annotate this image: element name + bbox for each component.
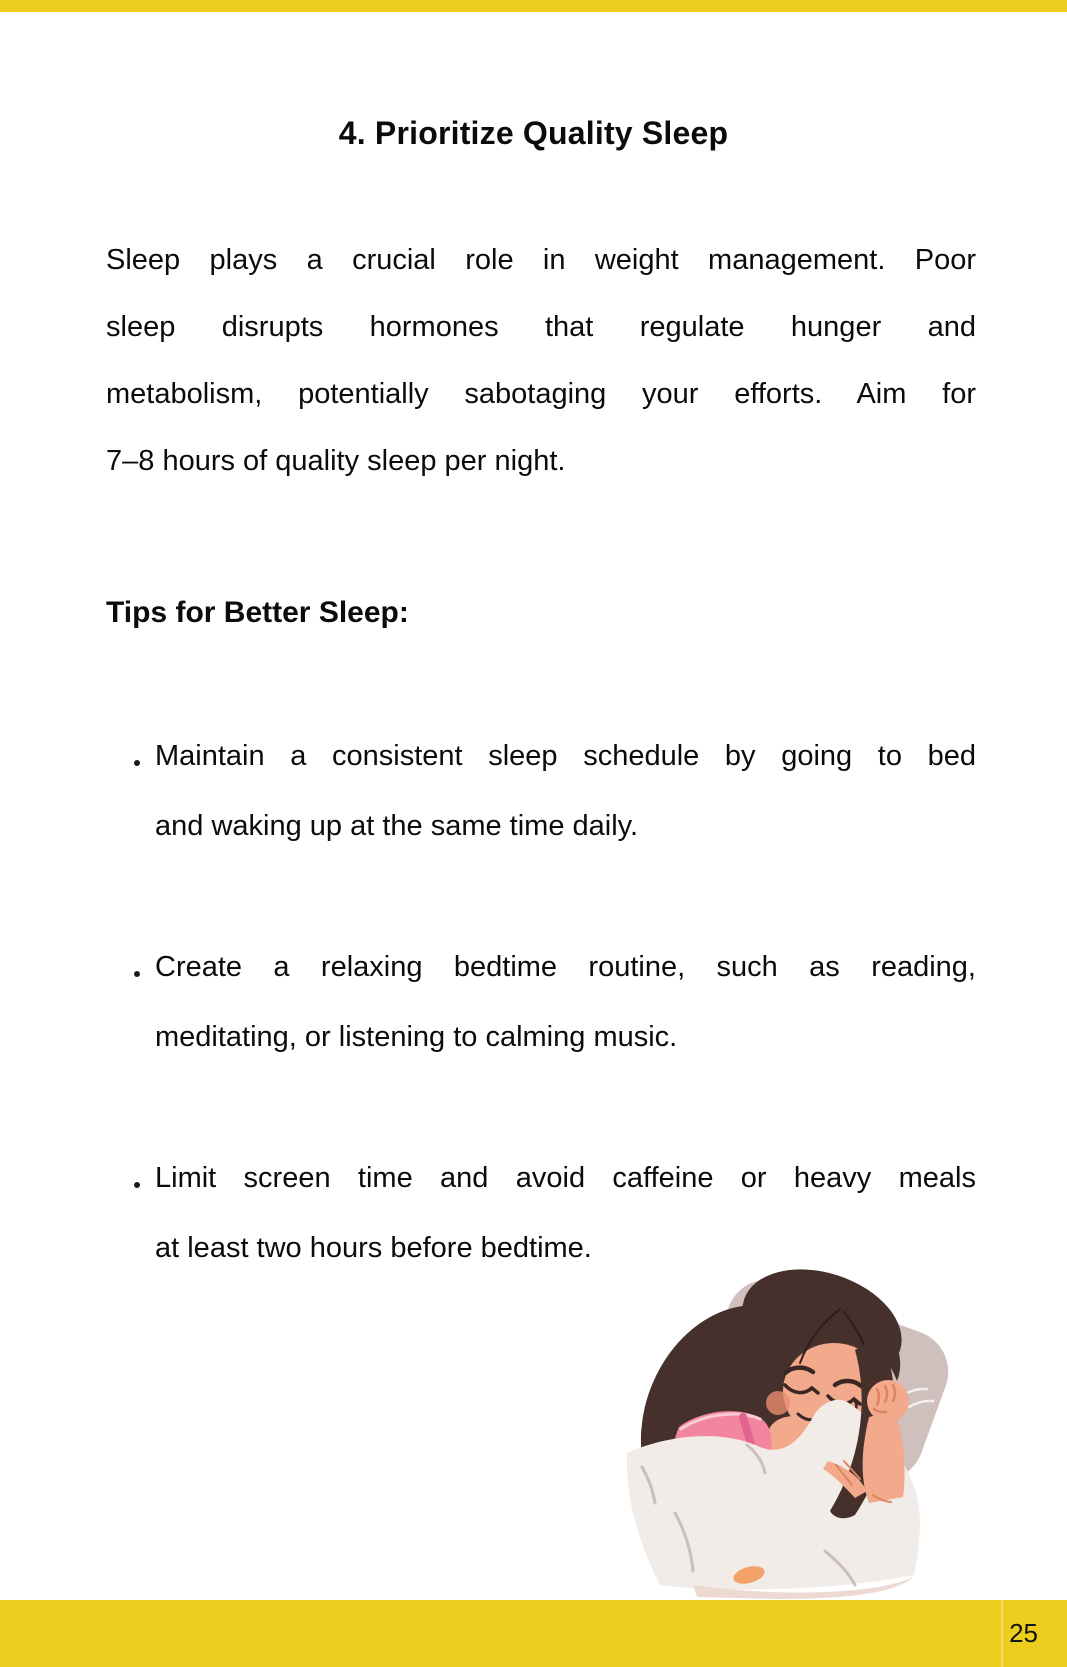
page-number: 25 <box>1009 1618 1038 1648</box>
paragraph-line: Sleep plays a crucial role in weight management. Poor <box>106 244 976 276</box>
bullet-dot <box>134 760 140 766</box>
top-accent-bar <box>0 0 1067 12</box>
bullet-line: Limit screen time and avoid caffeine or heavy meals <box>155 1162 976 1194</box>
paragraph-line: metabolism, potentially sabotaging your efforts. Aim for <box>106 378 976 410</box>
blush-left <box>766 1391 790 1415</box>
paragraph-line: 7–8 hours of quality sleep per night. <box>106 445 566 477</box>
bullet-line: Create a relaxing bedtime routine, such as reading, <box>155 951 976 983</box>
fist <box>867 1380 909 1422</box>
bullet-item-sleep-schedule <box>106 721 976 861</box>
bullet-line: meditating, or listening to calming music. <box>155 1021 678 1053</box>
bullet-line: at least two hours before bedtime. <box>155 1232 592 1264</box>
paragraph-line: sleep disrupts hormones that regulate hunger and <box>106 311 976 343</box>
bullet-item-bedtime-routine <box>106 932 976 1072</box>
forearm <box>863 1411 905 1503</box>
bullet-dot <box>134 971 140 977</box>
tips-heading: Tips for Better Sleep: <box>106 596 409 629</box>
bullet-line: Maintain a consistent sleep schedule by going to bed <box>155 740 976 772</box>
intro-paragraph <box>106 227 976 495</box>
bullet-dot <box>134 1182 140 1188</box>
sleeping-woman-illustration <box>597 1195 1067 1600</box>
footer-seam <box>1001 1600 1003 1667</box>
footer-bar <box>0 1600 1067 1667</box>
bullet-line: and waking up at the same time daily. <box>155 810 639 842</box>
page-title: 4. Prioritize Quality Sleep <box>338 115 729 152</box>
